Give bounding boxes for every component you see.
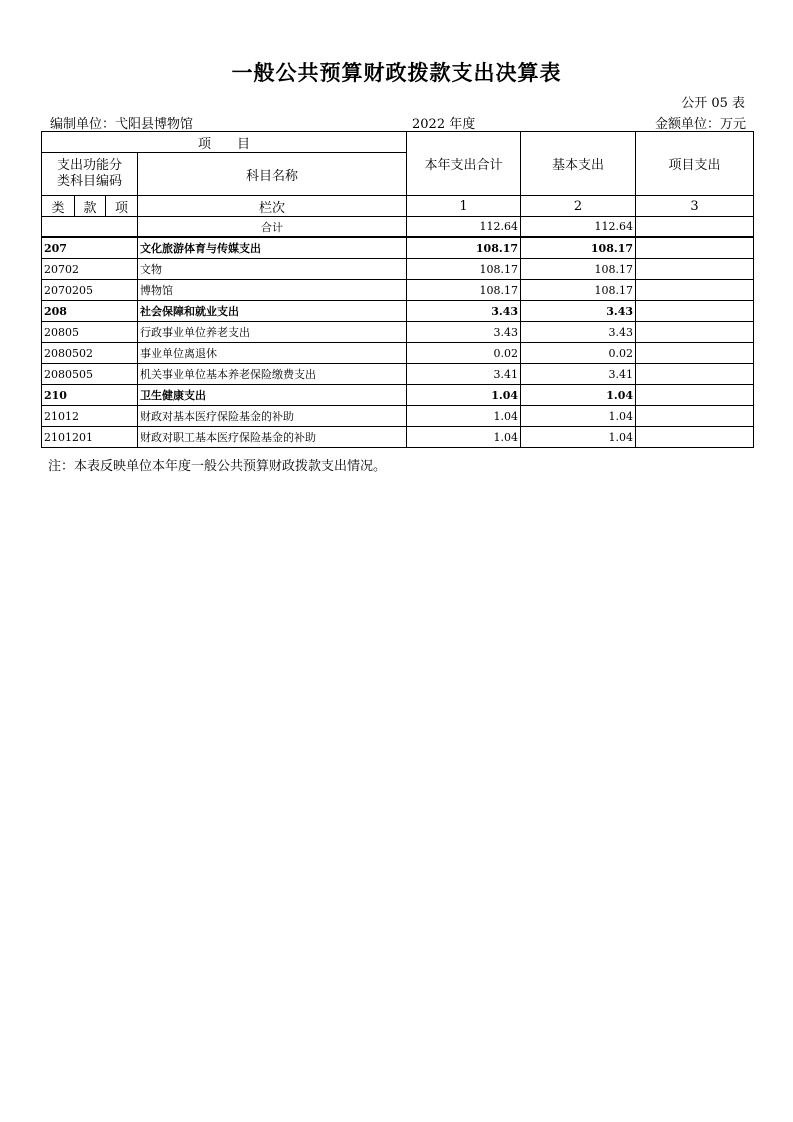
row-code: 210 xyxy=(42,385,138,406)
row-project xyxy=(636,280,754,301)
row-project xyxy=(636,406,754,427)
row-total: 3.41 xyxy=(407,364,521,385)
table-row xyxy=(42,322,754,343)
table-row xyxy=(42,280,754,301)
row-total: 3.43 xyxy=(407,301,521,322)
header-basic: 基本支出 xyxy=(521,132,636,196)
footnote: 注：本表反映单位本年度一般公共预算财政拨款支出情况。 xyxy=(48,459,387,474)
row-name: 机关事业单位基本养老保险缴费支出 xyxy=(138,364,407,385)
header-func-code xyxy=(42,153,138,196)
row-code: 2080505 xyxy=(42,364,138,385)
row-name: 文化旅游体育与传媒支出 xyxy=(138,237,407,259)
row-code: 2101201 xyxy=(42,427,138,448)
row-basic: 1.04 xyxy=(521,406,636,427)
total-label: 合计 xyxy=(138,217,407,238)
meta-row xyxy=(50,113,746,131)
row-name: 博物馆 xyxy=(138,280,407,301)
header-func-code-line1: 支出功能分 xyxy=(56,158,122,173)
table-row xyxy=(42,301,754,322)
row-total: 1.04 xyxy=(407,427,521,448)
row-name: 财政对职工基本医疗保险基金的补助 xyxy=(138,427,407,448)
row-project xyxy=(636,364,754,385)
row-basic: 3.41 xyxy=(521,364,636,385)
table-row xyxy=(42,427,754,448)
row-code: 20805 xyxy=(42,322,138,343)
row-basic: 3.43 xyxy=(521,301,636,322)
header-col3: 3 xyxy=(636,196,754,217)
row-name: 卫生健康支出 xyxy=(138,385,407,406)
row-basic: 3.43 xyxy=(521,322,636,343)
row-code: 208 xyxy=(42,301,138,322)
header-item: 项 目 xyxy=(42,132,407,153)
row-code: 2070205 xyxy=(42,280,138,301)
row-total: 108.17 xyxy=(407,280,521,301)
header-xiang: 项 xyxy=(106,196,138,217)
total-code-cell xyxy=(42,217,138,238)
row-project xyxy=(636,259,754,280)
header-column-no: 栏次 xyxy=(138,196,407,217)
row-basic: 1.04 xyxy=(521,385,636,406)
row-basic: 108.17 xyxy=(521,280,636,301)
row-total: 1.04 xyxy=(407,385,521,406)
org-label: 编制单位：弋阳县博物馆 xyxy=(50,117,194,132)
year-label: 2022 年度 xyxy=(412,117,476,132)
row-project xyxy=(636,237,754,259)
table-row xyxy=(42,406,754,427)
row-basic: 0.02 xyxy=(521,343,636,364)
row-code: 2080502 xyxy=(42,343,138,364)
row-name: 财政对基本医疗保险基金的补助 xyxy=(138,406,407,427)
row-name: 文物 xyxy=(138,259,407,280)
row-code: 21012 xyxy=(42,406,138,427)
row-project xyxy=(636,322,754,343)
form-code: 公开 05 表 xyxy=(681,96,745,111)
header-lei: 类 xyxy=(42,196,75,217)
row-total: 3.43 xyxy=(407,322,521,343)
row-project xyxy=(636,301,754,322)
row-project xyxy=(636,427,754,448)
header-col2: 2 xyxy=(521,196,636,217)
header-kuan: 款 xyxy=(75,196,106,217)
row-name: 行政事业单位养老支出 xyxy=(138,322,407,343)
row-total: 0.02 xyxy=(407,343,521,364)
total-project xyxy=(636,217,754,238)
header-func-code-line2: 类科目编码 xyxy=(56,174,122,189)
money-unit-label: 金额单位：万元 xyxy=(654,117,746,132)
header-subject-name: 科目名称 xyxy=(138,153,407,196)
row-total: 108.17 xyxy=(407,259,521,280)
expenditure-table xyxy=(41,131,754,448)
table-row xyxy=(42,385,754,406)
header-total: 本年支出合计 xyxy=(407,132,521,196)
row-basic: 1.04 xyxy=(521,427,636,448)
row-name: 社会保障和就业支出 xyxy=(138,301,407,322)
table-row xyxy=(42,343,754,364)
row-name: 事业单位离退休 xyxy=(138,343,407,364)
row-code: 20702 xyxy=(42,259,138,280)
table-row xyxy=(42,259,754,280)
row-total: 108.17 xyxy=(407,237,521,259)
row-basic: 108.17 xyxy=(521,237,636,259)
total-basic: 112.64 xyxy=(521,217,636,238)
header-project: 项目支出 xyxy=(636,132,754,196)
row-basic: 108.17 xyxy=(521,259,636,280)
row-code: 207 xyxy=(42,237,138,259)
table-row xyxy=(42,364,754,385)
total-amount: 112.64 xyxy=(407,217,521,238)
page-title: 一般公共预算财政拨款支出决算表 xyxy=(231,60,562,85)
row-project xyxy=(636,343,754,364)
table-row xyxy=(42,237,754,259)
header-col1: 1 xyxy=(407,196,521,217)
row-total: 1.04 xyxy=(407,406,521,427)
row-project xyxy=(636,385,754,406)
